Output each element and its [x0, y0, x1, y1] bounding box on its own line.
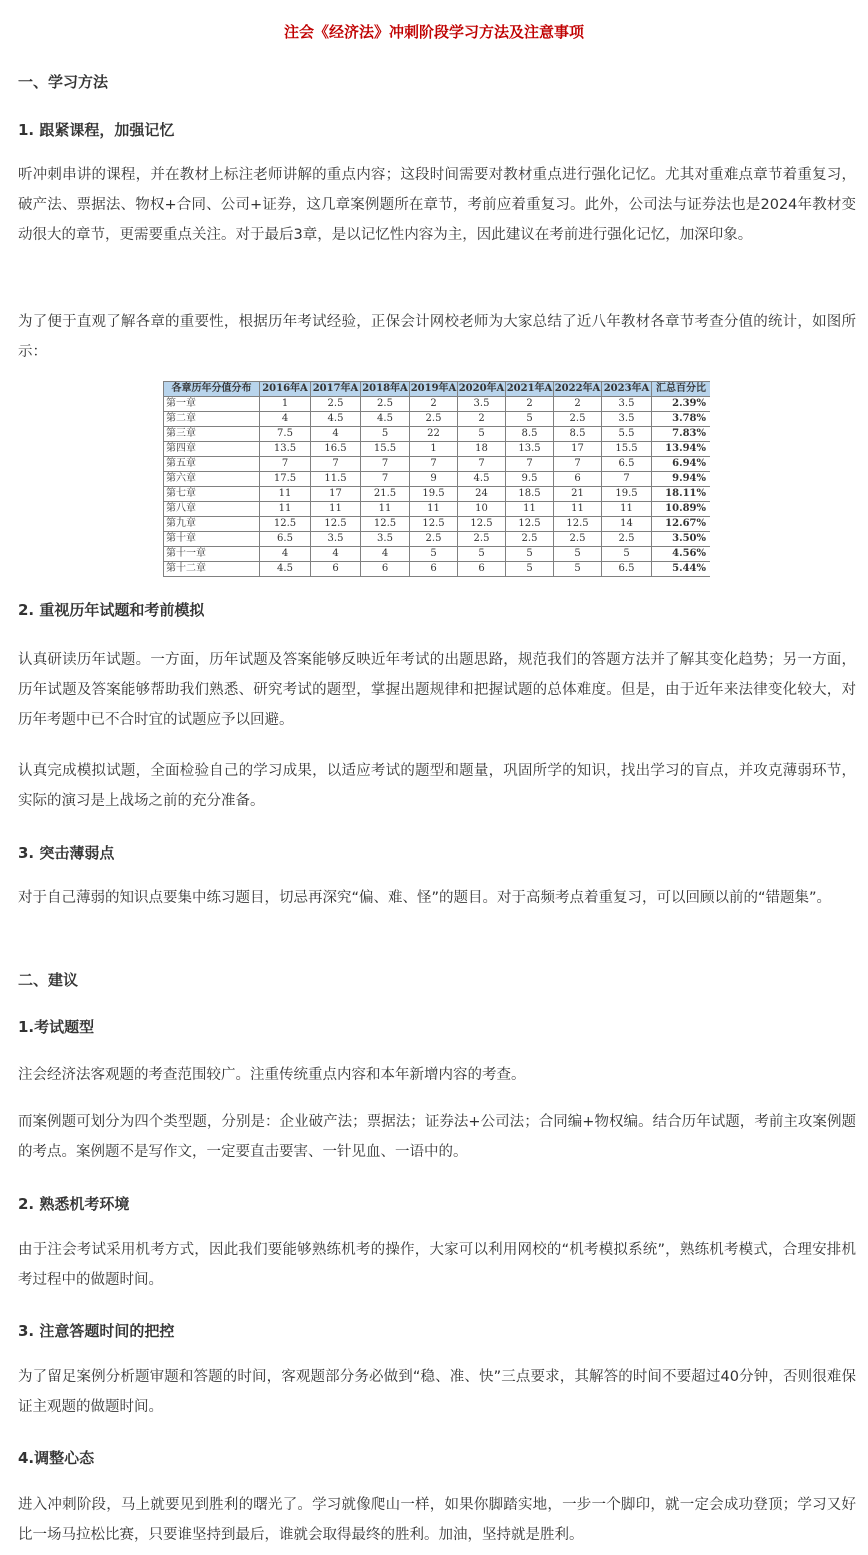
score-cell: 15.5: [602, 442, 652, 457]
score-cell: 2.5: [410, 532, 458, 547]
score-distribution-table: [163, 381, 710, 579]
score-cell: 11: [506, 502, 554, 517]
score-cell: 12.5: [311, 517, 361, 532]
chapter-cell: 第五章: [164, 457, 260, 472]
score-cell: 6.5: [602, 457, 652, 472]
percent-cell: 6.94%: [652, 457, 711, 472]
score-cell: 13.5: [506, 442, 554, 457]
table-row: [164, 517, 711, 532]
score-cell: 2: [458, 412, 506, 427]
score-cell: 6: [361, 562, 410, 577]
percent-cell: 18.11%: [652, 487, 711, 502]
chapter-cell: 第六章: [164, 472, 260, 487]
score-cell: 3.5: [311, 532, 361, 547]
score-cell: 2.5: [506, 532, 554, 547]
table-row: [164, 562, 711, 577]
chapter-cell: 第四章: [164, 442, 260, 457]
score-cell: 7.5: [260, 427, 311, 442]
score-cell: 11: [554, 502, 602, 517]
score-cell: 7: [361, 472, 410, 487]
table-header-cell: 2017年A: [311, 382, 361, 397]
table-row: [164, 487, 711, 502]
score-cell: 15.5: [361, 442, 410, 457]
chapter-cell: 第十二章: [164, 562, 260, 577]
paragraph-mindset: 进入冲刺阶段，马上就要见到胜利的曙光了。学习就像爬山一样，如果你脚踏实地，一步一个脚印，就一定会成功登顶；学习又好比一场马拉松比赛，只要谁坚持到最后，谁就会取得最终的胜利。加油，坚持就是胜利。: [18, 1497, 856, 1543]
score-cell: 7: [506, 457, 554, 472]
table-row: [164, 547, 711, 562]
score-cell: 5: [506, 547, 554, 562]
paragraph-objective-questions: 注会经济法客观题的考查范围较广。注重传统重点内容和本年新增内容的考查。: [18, 1067, 526, 1083]
score-cell: 5: [554, 562, 602, 577]
score-cell: 6: [311, 562, 361, 577]
score-cell: 7: [458, 457, 506, 472]
percent-cell: 5.44%: [652, 562, 711, 577]
percent-cell: 3.78%: [652, 412, 711, 427]
score-cell: 4: [311, 427, 361, 442]
score-cell: 18: [458, 442, 506, 457]
score-cell: 9.5: [506, 472, 554, 487]
score-cell: 5: [361, 427, 410, 442]
score-cell: 17: [554, 442, 602, 457]
table-header-cell: 2016年A: [260, 382, 311, 397]
paragraph-mock-exams: 认真完成模拟试题，全面检验自己的学习成果，以适应考试的题型和题量，巩固所学的知识，找出学习的盲点，并攻克薄弱环节，实际的演习是上战场之前的充分准备。: [18, 763, 856, 809]
score-cell: 8.5: [506, 427, 554, 442]
score-cell: 17: [311, 487, 361, 502]
score-cell: 2.5: [410, 412, 458, 427]
score-cell: 6: [554, 472, 602, 487]
score-cell: 11: [410, 502, 458, 517]
table-header-cell: 各章历年分值分布: [164, 382, 260, 397]
paragraph-case-questions: 而案例题可划分为四个类型题，分别是：企业破产法；票据法；证券法+公司法；合同编+物权编。结合历年试题，考前主攻案例题的考点。案例题不是写作文，一定要直击要害、一针见血、一语中的。: [18, 1114, 856, 1160]
score-cell: 3.5: [458, 397, 506, 412]
paragraph-weak-points: 对于自己薄弱的知识点要集中练习题目，切忌再深究“偏、难、怪”的题目。对于高频考点着重复习，可以回顾以前的“错题集”。: [18, 890, 832, 906]
score-cell: 4: [260, 412, 311, 427]
score-cell: 11: [260, 487, 311, 502]
chapter-cell: 第十一章: [164, 547, 260, 562]
subheading-follow-course: 1. 跟紧课程，加强记忆: [18, 121, 175, 139]
score-cell: 10: [458, 502, 506, 517]
score-cell: 3.5: [602, 397, 652, 412]
score-cell: 2.5: [458, 532, 506, 547]
table-row: [164, 442, 711, 457]
chapter-cell: 第一章: [164, 397, 260, 412]
percent-cell: 7.83%: [652, 427, 711, 442]
score-cell: 4: [361, 547, 410, 562]
table-header-cell: 2022年A: [554, 382, 602, 397]
score-cell: 14: [602, 517, 652, 532]
score-cell: 9: [410, 472, 458, 487]
score-cell: 1: [260, 397, 311, 412]
score-cell: 12.5: [554, 517, 602, 532]
table-row: [164, 532, 711, 547]
score-cell: 7: [554, 457, 602, 472]
section-heading-study-methods: 一、学习方法: [18, 73, 109, 91]
paragraph-time-control: 为了留足案例分析题审题和答题的时间，客观题部分务必做到“稳、准、快”三点要求，其解答的时间不要超过40分钟，否则很难保证主观题的做题时间。: [18, 1369, 856, 1415]
score-cell: 4: [311, 547, 361, 562]
table-header-cell: 2018年A: [361, 382, 410, 397]
score-cell: 7: [361, 457, 410, 472]
score-cell: 5: [506, 562, 554, 577]
subheading-computer-exam: 2. 熟悉机考环境: [18, 1195, 130, 1213]
score-cell: 21: [554, 487, 602, 502]
paragraph-past-exams: 认真研读历年试题。一方面，历年试题及答案能够反映近年考试的出题思路，规范我们的答题方法并了解其变化趋势；另一方面，历年试题及答案能够帮助我们熟悉、研究考试的题型，掌握出题规律和把握试题的总体难度。但是，由于近年来法律变化较大，对历年考题中已不合时宜的试题应予以回避。: [18, 652, 856, 728]
table-header-cell: 2023年A: [602, 382, 652, 397]
score-cell: 3.5: [361, 532, 410, 547]
percent-cell: 12.67%: [652, 517, 711, 532]
chapter-cell: 第二章: [164, 412, 260, 427]
score-cell: 2.5: [554, 532, 602, 547]
chapter-cell: 第八章: [164, 502, 260, 517]
score-cell: 5: [602, 547, 652, 562]
score-cell: 4: [260, 547, 311, 562]
percent-cell: 2.39%: [652, 397, 711, 412]
score-cell: 4.5: [260, 562, 311, 577]
score-cell: 6: [410, 562, 458, 577]
score-cell: 11: [260, 502, 311, 517]
score-cell: 7: [410, 457, 458, 472]
table-row: [164, 397, 711, 412]
score-cell: 4.5: [311, 412, 361, 427]
score-cell: 24: [458, 487, 506, 502]
score-cell: 12.5: [458, 517, 506, 532]
table-header-cell: 汇总百分比: [652, 382, 711, 397]
score-cell: 2.5: [602, 532, 652, 547]
score-cell: 2.5: [361, 397, 410, 412]
score-cell: 1: [410, 442, 458, 457]
chapter-cell: 第十章: [164, 532, 260, 547]
score-cell: 19.5: [602, 487, 652, 502]
percent-cell: 13.94%: [652, 442, 711, 457]
table-row: [164, 427, 711, 442]
percent-cell: 10.89%: [652, 502, 711, 517]
score-cell: 12.5: [361, 517, 410, 532]
table-row: [164, 412, 711, 427]
score-cell: 5: [554, 547, 602, 562]
score-cell: 6.5: [602, 562, 652, 577]
score-cell: 5: [506, 412, 554, 427]
page-title: 注会《经济法》冲刺阶段学习方法及注意事项: [283, 23, 584, 41]
subheading-question-types: 1.考试题型: [18, 1018, 95, 1036]
score-cell: 13.5: [260, 442, 311, 457]
score-cell: 2: [554, 397, 602, 412]
score-cell: 17.5: [260, 472, 311, 487]
score-cell: 11.5: [311, 472, 361, 487]
score-cell: 16.5: [311, 442, 361, 457]
paragraph-table-intro: 为了便于直观了解各章的重要性，根据历年考试经验，正保会计网校老师为大家总结了近八年教材各章节考查分值的统计，如图所示：: [18, 314, 856, 360]
score-cell: 11: [602, 502, 652, 517]
score-cell: 6.5: [260, 532, 311, 547]
subheading-mindset: 4.调整心态: [18, 1449, 95, 1467]
score-cell: 19.5: [410, 487, 458, 502]
table-row: [164, 502, 711, 517]
score-cell: 21.5: [361, 487, 410, 502]
subheading-weak-points: 3. 突击薄弱点: [18, 844, 115, 862]
score-cell: 5: [458, 547, 506, 562]
chapter-cell: 第九章: [164, 517, 260, 532]
paragraph-course-memory: 听冲刺串讲的课程，并在教材上标注老师讲解的重点内容；这段时间需要对教材重点进行强化记忆。尤其对重难点章节着重复习，破产法、票据法、物权+合同、公司+证券，这几章案例题所在章节，考前应着重复习。此外，公司法与证券法也是2024年教材变动很大的章节，更需要重点关注。对于最后3章，是以记忆性内容为主，因此建议在考前进行强化记忆，加深印象。: [18, 167, 856, 243]
score-cell: 3.5: [602, 412, 652, 427]
table-row: [164, 472, 711, 487]
table-row: [164, 457, 711, 472]
score-cell: 5: [458, 427, 506, 442]
score-cell: 7: [602, 472, 652, 487]
score-cell: 12.5: [410, 517, 458, 532]
score-cell: 2: [410, 397, 458, 412]
percent-cell: 4.56%: [652, 547, 711, 562]
score-cell: 18.5: [506, 487, 554, 502]
score-cell: 2: [506, 397, 554, 412]
score-cell: 7: [260, 457, 311, 472]
table-header-cell: 2020年A: [458, 382, 506, 397]
chapter-cell: 第七章: [164, 487, 260, 502]
score-cell: 12.5: [260, 517, 311, 532]
score-cell: 8.5: [554, 427, 602, 442]
score-cell: 2.5: [311, 397, 361, 412]
percent-cell: 9.94%: [652, 472, 711, 487]
subheading-time-control: 3. 注意答题时间的把控: [18, 1322, 175, 1340]
subheading-past-exams: 2. 重视历年试题和考前模拟: [18, 601, 205, 619]
score-cell: 2.5: [554, 412, 602, 427]
paragraph-computer-exam: 由于注会考试采用机考方式，因此我们要能够熟练机考的操作，大家可以利用网校的“机考模拟系统”，熟练机考模式，合理安排机考过程中的做题时间。: [18, 1242, 856, 1288]
score-cell: 4.5: [361, 412, 410, 427]
section-heading-suggestions: 二、建议: [18, 971, 79, 989]
score-cell: 22: [410, 427, 458, 442]
score-cell: 6: [458, 562, 506, 577]
score-cell: 11: [311, 502, 361, 517]
score-cell: 12.5: [506, 517, 554, 532]
score-cell: 4.5: [458, 472, 506, 487]
percent-cell: 3.50%: [652, 532, 711, 547]
score-cell: 5.5: [602, 427, 652, 442]
score-cell: 5: [410, 547, 458, 562]
score-cell: 11: [361, 502, 410, 517]
chapter-cell: 第三章: [164, 427, 260, 442]
table-header-cell: 2019年A: [410, 382, 458, 397]
table-header-cell: 2021年A: [506, 382, 554, 397]
score-cell: 7: [311, 457, 361, 472]
